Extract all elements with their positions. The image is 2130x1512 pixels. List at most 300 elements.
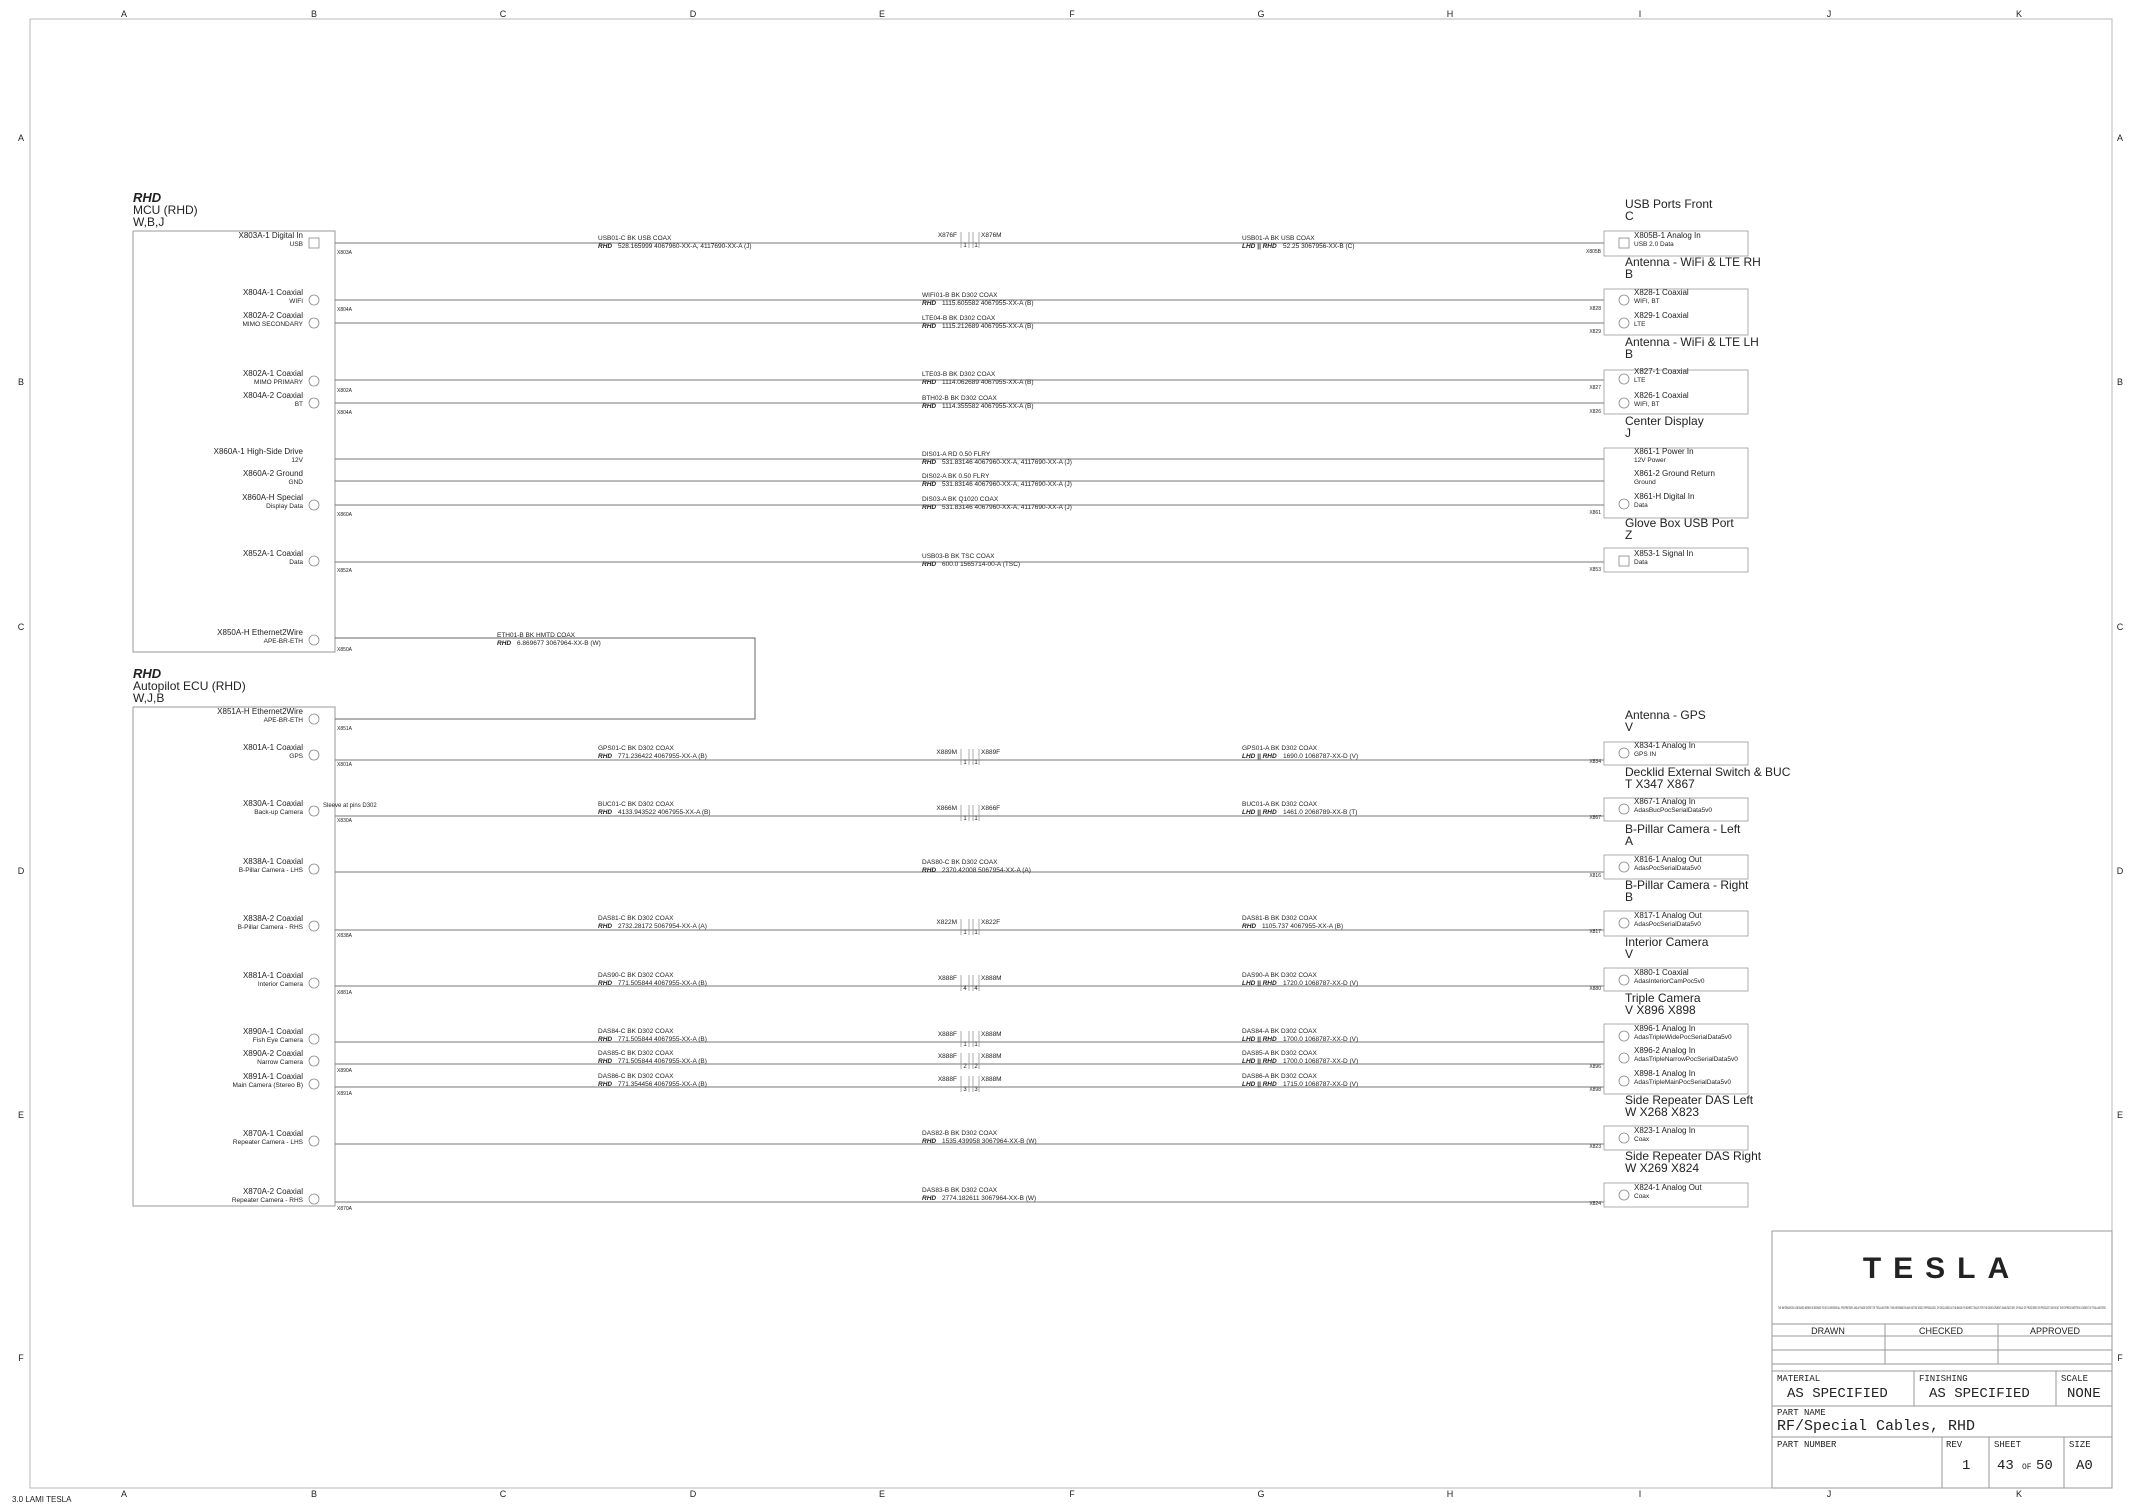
wire-variant: RHD bbox=[922, 481, 937, 488]
right-pin-ref: X861 bbox=[1589, 510, 1601, 516]
size-value: A0 bbox=[2076, 1458, 2093, 1474]
right-pin-ref: X853 bbox=[1589, 567, 1601, 573]
left-pin-ref: X804A bbox=[337, 307, 353, 313]
left-pin-name: X870A-2 Coaxial bbox=[242, 1187, 303, 1196]
wire-variant: RHD bbox=[922, 379, 937, 386]
left-pin-name: X804A-2 Coaxial bbox=[242, 391, 303, 400]
wire-variant: RHD bbox=[922, 300, 937, 307]
coax-connector-icon bbox=[309, 864, 319, 874]
inline-connector-right-id: X888M bbox=[981, 1053, 1002, 1060]
wire-id: DIS02-A BK 0.50 FLRY bbox=[922, 473, 990, 480]
left-pin-ref: X890A bbox=[337, 1068, 353, 1074]
left-pin-desc: Fish Eye Camera bbox=[252, 1037, 303, 1044]
left-pin bbox=[243, 1027, 319, 1044]
inline-connector-left-pin: 4 bbox=[963, 986, 967, 992]
inline-connector-right-id: X888M bbox=[981, 1076, 1002, 1083]
grid-col-label-top: F bbox=[1069, 9, 1075, 19]
right-pin-name: X898-1 Analog In bbox=[1634, 1069, 1696, 1078]
right-pin-name: X826-1 Coaxial bbox=[1634, 391, 1689, 400]
wire-variant: RHD bbox=[598, 1036, 613, 1043]
right-component-title: Side Repeater DAS Right bbox=[1625, 1149, 1762, 1163]
wire-label bbox=[922, 496, 1072, 511]
right-component bbox=[1625, 1149, 1762, 1175]
wire-id: LTE04-B BK D302 COAX bbox=[922, 315, 996, 322]
right-pin-name: X861-H Digital In bbox=[1634, 492, 1695, 501]
wire-label bbox=[922, 451, 1072, 466]
left-pin-ref: X891A bbox=[337, 1091, 353, 1097]
left-pin-ref: X830A bbox=[337, 818, 353, 824]
inline-connector-right-id: X866F bbox=[981, 805, 1001, 812]
wire-label bbox=[598, 235, 752, 250]
coax-connector-icon bbox=[309, 714, 319, 724]
grid-col-label-top: I bbox=[1638, 9, 1642, 19]
coax-connector-icon bbox=[309, 556, 319, 566]
wire-label bbox=[598, 1073, 707, 1088]
coax-connector-icon bbox=[309, 1136, 319, 1146]
wire-label bbox=[598, 915, 707, 930]
coax-connector-icon bbox=[309, 806, 319, 816]
left-pin-ref: X838A bbox=[337, 933, 353, 939]
wire-variant: RHD bbox=[598, 980, 613, 987]
coax-connector-icon bbox=[1619, 499, 1629, 509]
left-pin-ref: X803A bbox=[337, 250, 353, 256]
wire-label bbox=[1242, 1028, 1358, 1043]
right-component-title: B-Pillar Camera - Left bbox=[1625, 822, 1741, 836]
inline-connector-right-pin: 3 bbox=[974, 1087, 978, 1093]
grid-col-label-bottom: A bbox=[120, 1489, 128, 1499]
wire-spec: 1115.212689 4067955-XX-A (B) bbox=[942, 323, 1034, 330]
left-pin bbox=[214, 447, 304, 464]
wire-id: DIS01-A RD 0.50 FLRY bbox=[922, 451, 991, 458]
wire-variant: RHD bbox=[922, 867, 937, 874]
inline-connector-left-pin: 3 bbox=[963, 1087, 967, 1093]
drawn-label: DRAWN bbox=[1811, 1326, 1845, 1336]
wire-variant: LHD || RHD bbox=[1242, 1036, 1277, 1043]
wire-variant: RHD bbox=[598, 1058, 613, 1065]
right-pin bbox=[1589, 911, 1702, 935]
inline-connector bbox=[938, 975, 1002, 992]
wire-label bbox=[1242, 1073, 1358, 1088]
wire-label bbox=[922, 553, 1020, 568]
grid-col-label-bottom: F bbox=[1069, 1489, 1075, 1499]
right-pin-ref: X880 bbox=[1589, 986, 1601, 992]
coax-connector-icon bbox=[309, 376, 319, 386]
wire-label bbox=[598, 801, 711, 816]
right-pin-desc: Data bbox=[1634, 502, 1648, 509]
right-pin-ref: X867 bbox=[1589, 815, 1601, 821]
grid-col-label-bottom: G bbox=[1257, 1489, 1265, 1499]
wire-label bbox=[922, 371, 1034, 386]
grid-col-label-bottom: C bbox=[499, 1489, 507, 1499]
sleeve-note: Sleeve at pins D302 bbox=[323, 803, 377, 809]
inline-connector-left-pin: 1 bbox=[963, 816, 967, 822]
mcu-outline bbox=[133, 231, 335, 652]
wire-id: DAS85-C BK D302 COAX bbox=[598, 1050, 674, 1057]
right-pin-desc: LTE bbox=[1634, 377, 1646, 384]
right-component bbox=[1625, 335, 1759, 361]
coax-connector-icon bbox=[1619, 918, 1629, 928]
right-pin-desc: USB 2.0 Data bbox=[1634, 241, 1674, 248]
wire-spec: 528.165999 4067960-XX-A, 4117690-XX-A (J) bbox=[618, 243, 752, 250]
grid-col-label-bottom: D bbox=[689, 1489, 697, 1499]
left-pin-desc: Data bbox=[289, 559, 303, 566]
right-pin bbox=[1589, 492, 1694, 516]
wire-id: ETH01-B BK HMTD COAX bbox=[497, 632, 576, 639]
wire-variant: LHD || RHD bbox=[1242, 809, 1277, 816]
left-pin-ref: X860A bbox=[337, 512, 353, 518]
wire-variant: RHD bbox=[922, 1195, 937, 1202]
left-pin-list bbox=[214, 231, 353, 1212]
right-component-sub: V bbox=[1625, 947, 1634, 961]
coax-connector-icon bbox=[309, 921, 319, 931]
right-pin bbox=[1589, 1126, 1695, 1150]
right-component-sub: V X896 X898 bbox=[1625, 1003, 1696, 1017]
grid-row-label-right: E bbox=[2116, 1110, 2124, 1120]
wire-spec: 1114.355582 4067955-XX-A (B) bbox=[942, 403, 1034, 410]
inline-connector bbox=[936, 919, 1000, 936]
right-pin-ref: X824 bbox=[1589, 1201, 1601, 1207]
grid-col-label-top: C bbox=[499, 9, 507, 19]
right-pin-desc: Coax bbox=[1634, 1193, 1650, 1200]
grid-row-label-left: B bbox=[17, 377, 25, 387]
left-pin-name: X802A-1 Coaxial bbox=[242, 369, 303, 378]
left-pin-name: X804A-1 Coaxial bbox=[242, 288, 303, 297]
right-pin-desc: Data bbox=[1634, 559, 1648, 566]
wire-spec: 1700.0 1068787-XX-D (V) bbox=[1283, 1058, 1359, 1065]
right-component-title: Triple Camera bbox=[1625, 991, 1701, 1005]
right-component bbox=[1625, 878, 1749, 904]
inline-connector-right-id: X888M bbox=[981, 1031, 1002, 1038]
left-pin-name: X838A-1 Coaxial bbox=[242, 857, 303, 866]
usb-connector-icon bbox=[1619, 556, 1629, 566]
wire-variant: RHD bbox=[598, 1081, 613, 1088]
left-pin-desc: APE-BR-ETH bbox=[263, 638, 303, 645]
coax-connector-icon bbox=[1619, 975, 1629, 985]
left-pin-desc: MIMO PRIMARY bbox=[254, 379, 303, 386]
inline-connector-left-pin: 2 bbox=[963, 1064, 967, 1070]
mcu-group-title: MCU (RHD) bbox=[133, 203, 198, 217]
wire-variant: RHD bbox=[598, 243, 613, 250]
right-pin bbox=[1589, 741, 1695, 765]
sheet-label: SHEET bbox=[1994, 1440, 2022, 1450]
wire-variant: LHD || RHD bbox=[1242, 1081, 1277, 1088]
ethernet-jumper bbox=[335, 638, 755, 719]
wire-spec: 600.0 1565714-00-A (TSC) bbox=[942, 561, 1021, 568]
left-pin-name: X860A-2 Ground bbox=[242, 469, 303, 478]
mcu-group-sub: W,B,J bbox=[133, 215, 165, 229]
inline-connector-left-pin: 1 bbox=[963, 760, 967, 766]
grid-row-label-right: B bbox=[2116, 377, 2124, 387]
coax-connector-icon bbox=[1619, 862, 1629, 872]
right-pin-name: X896-1 Analog In bbox=[1634, 1024, 1696, 1033]
inline-connector-left-id: X876F bbox=[937, 232, 957, 239]
right-component bbox=[1625, 414, 1704, 440]
wire-variant: RHD bbox=[922, 561, 937, 568]
right-pin-name: X834-1 Analog In bbox=[1634, 741, 1696, 750]
scale-value: NONE bbox=[2067, 1386, 2101, 1402]
wire-variant: RHD bbox=[922, 504, 937, 511]
left-pin-desc: B-Pillar Camera - RHS bbox=[237, 924, 303, 931]
left-pin-name: X851A-H Ethernet2Wire bbox=[217, 707, 303, 716]
right-pin-name: X861-2 Ground Return bbox=[1634, 469, 1715, 478]
inline-connector-right-pin: 1 bbox=[974, 930, 978, 936]
coax-connector-icon bbox=[1619, 1133, 1629, 1143]
wire-spec: 1105.737 4067955-XX-A (B) bbox=[1262, 923, 1344, 930]
inline-connector-right-pin: 1 bbox=[974, 816, 978, 822]
wire-label bbox=[1242, 745, 1358, 760]
right-pin-name: X827-1 Coaxial bbox=[1634, 367, 1689, 376]
right-component-title: Antenna - GPS bbox=[1625, 708, 1706, 722]
right-pin-desc: Coax bbox=[1634, 1136, 1650, 1143]
right-component-sub: B bbox=[1625, 347, 1634, 361]
finishing-value: AS SPECIFIED bbox=[1929, 1386, 2030, 1402]
coax-connector-icon bbox=[1619, 1053, 1629, 1063]
inline-connector-right-pin: 1 bbox=[974, 243, 978, 249]
wire-spec: 52.25 3067956-XX-B (C) bbox=[1283, 243, 1355, 250]
coax-connector-icon bbox=[309, 398, 319, 408]
left-pin-desc: GND bbox=[288, 479, 303, 486]
left-pin-ref: X801A bbox=[337, 762, 353, 768]
left-pin-name: X860A-H Special bbox=[242, 493, 303, 502]
wire-variant: RHD bbox=[922, 1138, 937, 1145]
tesla-logo: TESLA bbox=[1862, 1252, 2022, 1285]
title-block bbox=[1772, 1231, 2112, 1488]
right-pin-name: X853-1 Signal In bbox=[1634, 549, 1694, 558]
right-pin-name: X896-2 Analog In bbox=[1634, 1046, 1696, 1055]
right-pin-name: X817-1 Analog Out bbox=[1634, 911, 1702, 920]
mcu-group-tag: RHD bbox=[133, 190, 162, 205]
inline-connector-right-id: X889F bbox=[981, 749, 1001, 756]
wire-label bbox=[922, 473, 1072, 488]
left-pin bbox=[217, 628, 353, 653]
wire-label bbox=[598, 972, 707, 987]
right-pin-name: X828-1 Coaxial bbox=[1634, 288, 1689, 297]
left-pin bbox=[239, 857, 319, 874]
left-pin-ref: X802A bbox=[337, 388, 353, 394]
left-pin-desc: MIMO SECONDARY bbox=[242, 321, 303, 328]
wire-spec: 771.354456 4067955-XX-A (B) bbox=[618, 1081, 707, 1088]
right-component-sub: V bbox=[1625, 720, 1634, 734]
wire-spec: 6.869677 3067964-XX-B (W) bbox=[517, 640, 601, 647]
right-component-sub: W X268 X823 bbox=[1625, 1105, 1700, 1119]
right-pin-ref: X834 bbox=[1589, 759, 1601, 765]
part-name-value: RF/Special Cables, RHD bbox=[1777, 1418, 1976, 1435]
right-component-sub: W X269 X824 bbox=[1625, 1161, 1700, 1175]
wire-id: LTE03-B BK D302 COAX bbox=[922, 371, 996, 378]
left-pin-desc: Repeater Camera - LHS bbox=[232, 1139, 303, 1146]
coax-connector-icon bbox=[309, 635, 319, 645]
grid-row-label-right: D bbox=[2116, 866, 2124, 876]
wire-label bbox=[598, 745, 707, 760]
wire-label bbox=[1242, 972, 1358, 987]
ape-group-title: Autopilot ECU (RHD) bbox=[133, 679, 246, 693]
wire-label bbox=[922, 1187, 1036, 1202]
left-pin bbox=[242, 311, 319, 328]
right-component bbox=[1625, 765, 1791, 791]
left-pin-desc: 12V bbox=[291, 457, 303, 464]
right-pin-ref: X896 bbox=[1589, 1064, 1601, 1070]
left-pin-ref: X881A bbox=[337, 990, 353, 996]
grid-col-label-bottom: B bbox=[310, 1489, 318, 1499]
wire-label bbox=[598, 1028, 707, 1043]
checked-label: CHECKED bbox=[1918, 1326, 1964, 1336]
right-pin bbox=[1589, 855, 1702, 879]
wire-spec: 1700.0 1068787-XX-D (V) bbox=[1283, 1036, 1359, 1043]
right-component bbox=[1625, 708, 1706, 734]
wire-spec: 1690.0 1068787-XX-D (V) bbox=[1283, 753, 1359, 760]
inline-connector-left-pin: 1 bbox=[963, 930, 967, 936]
right-pin-ref: X828 bbox=[1589, 306, 1601, 312]
right-pin bbox=[1634, 447, 1694, 464]
right-pin-name: X880-1 Coaxial bbox=[1634, 968, 1689, 977]
inline-connector-right-pin: 2 bbox=[974, 1064, 978, 1070]
wire-label bbox=[1242, 915, 1343, 930]
grid-col-label-bottom: H bbox=[1446, 1489, 1454, 1499]
wire-id: DAS81-B BK D302 COAX bbox=[1242, 915, 1318, 922]
left-pin-name: X870A-1 Coaxial bbox=[242, 1129, 303, 1138]
wire-variant: RHD bbox=[598, 753, 613, 760]
material-value: AS SPECIFIED bbox=[1787, 1386, 1888, 1402]
wire-id: DAS90-A BK D302 COAX bbox=[1242, 972, 1317, 979]
sheet-value: 43 bbox=[1997, 1458, 2014, 1474]
wire-spec: 1720.0 1068787-XX-D (V) bbox=[1283, 980, 1359, 987]
wire-id: DIS03-A BK Q1020 COAX bbox=[922, 496, 999, 503]
right-component-box bbox=[1604, 448, 1748, 518]
left-pin bbox=[243, 1049, 353, 1074]
wire-variant: RHD bbox=[922, 459, 937, 466]
ape-group-tag: RHD bbox=[133, 666, 162, 681]
wire-id: DAS84-A BK D302 COAX bbox=[1242, 1028, 1317, 1035]
right-pin bbox=[1619, 1024, 1732, 1041]
wire-id: DAS82-B BK D302 COAX bbox=[922, 1130, 998, 1137]
grid-col-label-top: D bbox=[689, 9, 697, 19]
wire-id: DAS86-A BK D302 COAX bbox=[1242, 1073, 1317, 1080]
inline-connector-left-pin: 1 bbox=[963, 1042, 967, 1048]
wire-variant: RHD bbox=[598, 923, 613, 930]
wire-id: BTH02-B BK D302 COAX bbox=[922, 395, 997, 402]
right-pin-desc: WIFI, BT bbox=[1634, 401, 1660, 408]
wire-label bbox=[1242, 235, 1355, 250]
left-pin bbox=[243, 469, 303, 486]
grid-col-label-bottom: J bbox=[1826, 1489, 1832, 1499]
inline-connector bbox=[938, 1053, 1002, 1070]
right-component-sub: B bbox=[1625, 267, 1634, 281]
right-component-sub: Z bbox=[1625, 528, 1633, 542]
coax-connector-icon bbox=[309, 750, 319, 760]
inline-connector-list bbox=[936, 232, 1001, 1093]
right-pin-name: X816-1 Analog Out bbox=[1634, 855, 1702, 864]
left-pin-name: X803A-1 Digital In bbox=[238, 231, 303, 240]
wire-id: DAS81-C BK D302 COAX bbox=[598, 915, 674, 922]
wire-spec: 531.83146 4067960-XX-A, 4117690-XX-A (J) bbox=[942, 481, 1072, 488]
grid-col-label-bottom: K bbox=[2015, 1489, 2023, 1499]
right-pin-desc: AdasPocSerialData5v0 bbox=[1634, 921, 1701, 928]
usb-connector-icon bbox=[309, 238, 319, 248]
right-component-title: Decklid External Switch & BUC bbox=[1625, 765, 1791, 779]
right-component bbox=[1625, 822, 1741, 848]
left-pin-name: X891A-1 Coaxial bbox=[242, 1072, 303, 1081]
right-component-sub: J bbox=[1625, 426, 1631, 440]
grid-row-label-left: E bbox=[17, 1110, 25, 1120]
coax-connector-icon bbox=[309, 1194, 319, 1204]
left-pin-desc: APE-BR-ETH bbox=[263, 717, 303, 724]
left-pin-desc: B-Pillar Camera - LHS bbox=[238, 867, 303, 874]
coax-connector-icon bbox=[1619, 1031, 1629, 1041]
grid-col-label-bottom: E bbox=[878, 1489, 886, 1499]
ape-outline bbox=[133, 707, 335, 1206]
right-pin-name: X823-1 Analog In bbox=[1634, 1126, 1696, 1135]
right-pin bbox=[1589, 1069, 1731, 1093]
left-pin bbox=[243, 743, 353, 768]
inline-connector-left-id: X889M bbox=[936, 749, 957, 756]
left-pin-desc: Back-up Camera bbox=[254, 809, 303, 816]
right-component bbox=[1625, 197, 1713, 223]
right-component-sub: C bbox=[1625, 209, 1634, 223]
left-pin-name: X890A-2 Coaxial bbox=[242, 1049, 303, 1058]
right-pin bbox=[1589, 1183, 1702, 1207]
right-component-title: Antenna - WiFi & LTE LH bbox=[1625, 335, 1759, 349]
inline-connector bbox=[936, 749, 1000, 766]
right-pin-ref: X816 bbox=[1589, 873, 1601, 879]
coax-connector-icon bbox=[1619, 748, 1629, 758]
left-pin-name: X830A-1 Coaxial bbox=[242, 799, 303, 808]
wire-id: GPS01-C BK D302 COAX bbox=[598, 745, 674, 752]
wire-id: WIFI01-B BK D302 COAX bbox=[922, 292, 998, 299]
wire-spec: 771.505844 4067955-XX-A (B) bbox=[618, 1036, 707, 1043]
wire-spec: 2370.42008 5067954-XX-A (A) bbox=[942, 867, 1031, 874]
grid-col-label-bottom: I bbox=[1638, 1489, 1642, 1499]
inline-connector-left-id: X888F bbox=[937, 1076, 957, 1083]
wire-spec: 4133.943522 4067955-XX-A (B) bbox=[618, 809, 711, 816]
wire-spec: 531.83146 4067960-XX-A, 4117690-XX-A (J) bbox=[942, 459, 1072, 466]
wire-label bbox=[598, 1050, 707, 1065]
wire-variant: LHD || RHD bbox=[1242, 753, 1277, 760]
wire-spec: 1114.062689 4067955-XX-A (B) bbox=[942, 379, 1034, 386]
wire-spec: 771.505844 4067955-XX-A (B) bbox=[618, 980, 707, 987]
left-pin-ref: X804A bbox=[337, 410, 353, 416]
left-pin-desc: USB bbox=[289, 241, 303, 248]
left-pin-ref: X870A bbox=[337, 1206, 353, 1212]
right-pin-ref: X823 bbox=[1589, 1144, 1601, 1150]
grid-row-label-right: C bbox=[2116, 622, 2124, 632]
material-label: MATERIAL bbox=[1777, 1374, 1821, 1384]
grid-col-label-top: K bbox=[2015, 9, 2023, 19]
grid-row-label-left: C bbox=[17, 622, 25, 632]
wire-label bbox=[497, 632, 601, 647]
part-number-label: PART NUMBER bbox=[1777, 1440, 1837, 1450]
right-pin-ref: X826 bbox=[1589, 409, 1601, 415]
right-component-title: Interior Camera bbox=[1625, 935, 1709, 949]
inline-connector-left-pin: 1 bbox=[963, 243, 967, 249]
grid-col-label-top: H bbox=[1446, 9, 1454, 19]
grid-col-label-top: G bbox=[1257, 9, 1265, 19]
right-component-title: Side Repeater DAS Left bbox=[1625, 1093, 1754, 1107]
coax-connector-icon bbox=[309, 1079, 319, 1089]
inline-connector-right-pin: 1 bbox=[974, 1042, 978, 1048]
coax-connector-icon bbox=[1619, 398, 1629, 408]
left-pin-name: X801A-1 Coaxial bbox=[242, 743, 303, 752]
wire-spec: 771.505844 4067955-XX-A (B) bbox=[618, 1058, 707, 1065]
left-pin bbox=[233, 1129, 319, 1146]
inline-connector-right-id: X822F bbox=[981, 919, 1001, 926]
wire-spec: 2732.28172 5067954-XX-A (A) bbox=[618, 923, 707, 930]
inline-connector-left-id: X866M bbox=[936, 805, 957, 812]
right-component-title: Center Display bbox=[1625, 414, 1704, 428]
right-pin-name: X829-1 Coaxial bbox=[1634, 311, 1689, 320]
right-pin-desc: AdasTripleWidePocSerialData5v0 bbox=[1634, 1034, 1732, 1041]
wire-id: GPS01-A BK D302 COAX bbox=[1242, 745, 1318, 752]
right-component-sub: A bbox=[1625, 834, 1634, 848]
